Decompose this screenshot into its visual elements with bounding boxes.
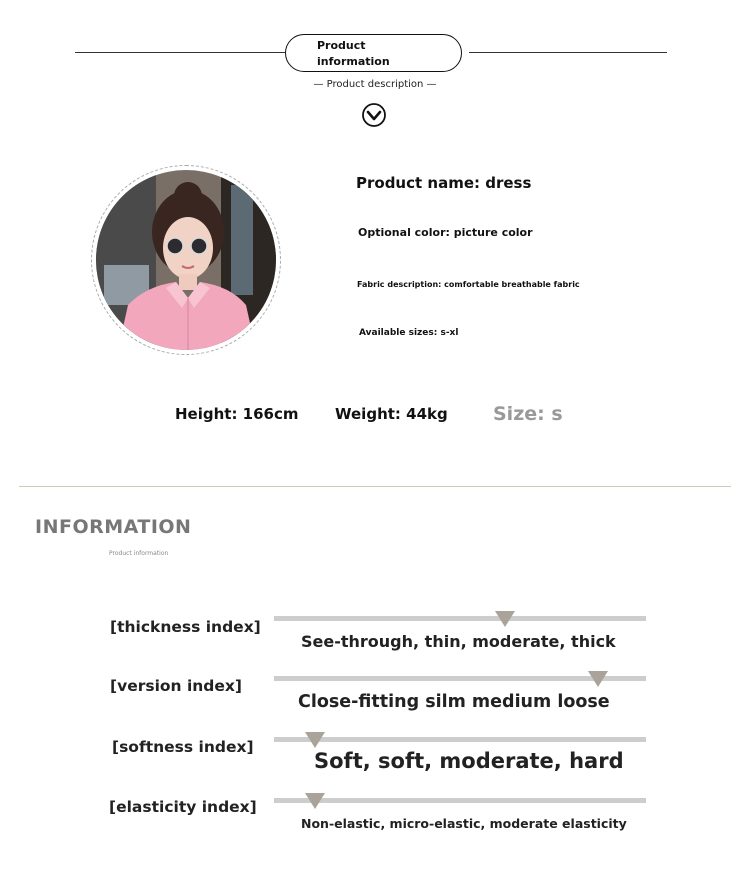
chevron-down-circle-icon <box>361 102 387 128</box>
index-label-thickness: [thickness index] <box>110 618 261 636</box>
index-bar-elasticity <box>274 798 646 803</box>
product-color: Optional color: picture color <box>358 226 533 239</box>
index-desc-version: Close-fitting silm medium loose <box>298 692 610 712</box>
index-marker-version <box>588 671 608 687</box>
index-bar-softness <box>274 737 646 742</box>
model-weight: Weight: 44kg <box>335 405 448 423</box>
index-marker-thickness <box>495 611 515 627</box>
index-marker-elasticity <box>305 793 325 809</box>
index-label-softness: [softness index] <box>112 738 254 756</box>
product-sizes: Available sizes: s-xl <box>359 328 459 338</box>
information-title: INFORMATION <box>35 516 192 538</box>
index-bar-thickness <box>274 616 646 621</box>
product-name: Product name: dress <box>356 174 532 192</box>
index-label-elasticity: [elasticity index] <box>109 798 257 816</box>
model-size: Size: s <box>493 403 563 425</box>
index-desc-elasticity: Non-elastic, micro-elastic, moderate elasticity <box>301 816 627 831</box>
product-fabric: Fabric description: comfortable breathable fabric <box>357 280 580 289</box>
index-desc-thickness: See-through, thin, moderate, thick <box>301 632 616 651</box>
index-marker-softness <box>305 732 325 748</box>
index-label-version: [version index] <box>110 677 242 695</box>
model-photo <box>96 170 276 350</box>
model-height: Height: 166cm <box>175 405 299 423</box>
section-divider <box>19 486 731 487</box>
header-pill-title: Product information <box>317 39 390 68</box>
header-subtitle: — Product description — <box>313 79 437 90</box>
header-line-right <box>469 52 667 53</box>
header-line-left <box>75 52 285 53</box>
information-subtitle: Product information <box>109 550 169 557</box>
index-desc-softness: Soft, soft, moderate, hard <box>314 749 624 773</box>
